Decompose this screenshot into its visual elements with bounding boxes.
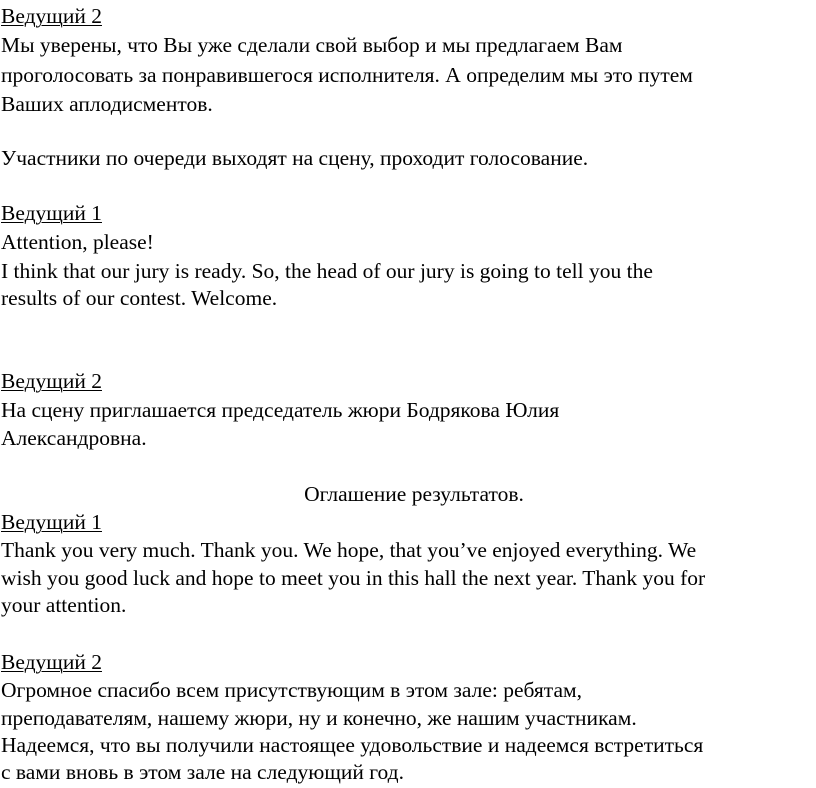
speech-line: проголосовать за понравившегося исполнителя. А определим мы это путем xyxy=(1,63,693,87)
speech-line: Мы уверены, что Вы уже сделали свой выбор и мы предлагаем Вам xyxy=(1,33,623,57)
speaker-heading: Ведущий 1 xyxy=(1,201,102,225)
speech-line: На сцену приглашается председатель жюри Бодрякова Юлия xyxy=(1,398,560,422)
speech-line: your attention. xyxy=(1,593,127,617)
speech-line: wish you good luck and hope to meet you in this hall the next year. Thank you for xyxy=(1,566,706,590)
speaker-heading: Ведущий 2 xyxy=(1,369,102,393)
speech-line: Ваших аплодисментов. xyxy=(1,92,213,116)
speech-line: Надеемся, что вы получили настоящее удовольствие и надеемся встретиться xyxy=(1,733,704,757)
speech-line: I think that our jury is ready. So, the head of our jury is going to tell you the xyxy=(1,259,653,283)
speech-line: с вами вновь в этом зале на следующий год. xyxy=(1,760,404,784)
speech-line: results of our contest. Welcome. xyxy=(1,286,278,310)
speech-line: преподавателям, нашему жюри, ну и конечно, же нашим участникам. xyxy=(1,706,637,730)
speaker-heading: Ведущий 2 xyxy=(1,4,102,28)
speech-line: Огромное спасибо всем присутствующим в этом зале: ребятам, xyxy=(1,678,582,702)
stage-direction: Участники по очереди выходят на сцену, проходит голосование. xyxy=(1,146,589,170)
speaker-heading: Ведущий 2 xyxy=(1,650,102,674)
speech-line: Александровна. xyxy=(1,426,147,450)
speaker-heading: Ведущий 1 xyxy=(1,510,102,534)
speech-line: Attention, please! xyxy=(1,230,154,254)
speech-line: Thank you very much. Thank you. We hope, that you’ve enjoyed everything. We xyxy=(1,538,697,562)
stage-direction-centered: Оглашение результатов. xyxy=(304,482,524,506)
